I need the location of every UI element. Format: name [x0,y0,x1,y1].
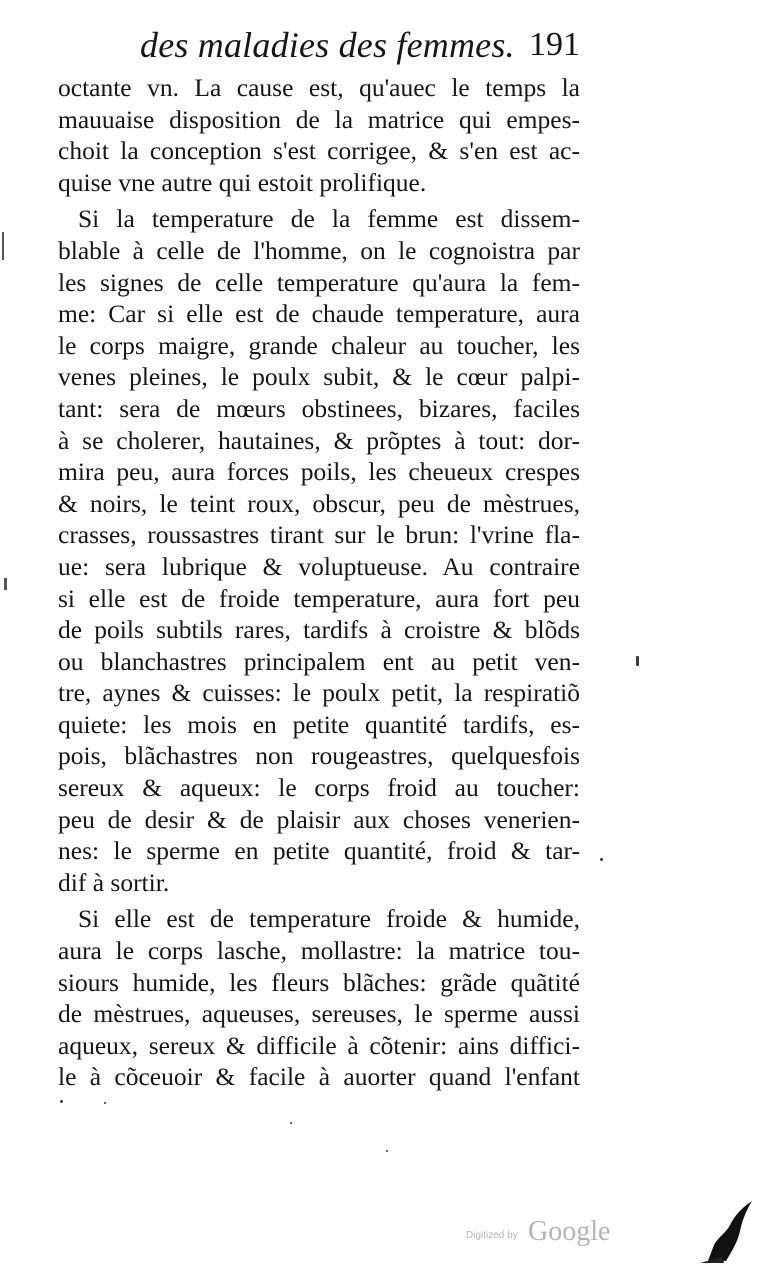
body-text [58,72,580,1093]
ink-speck [386,1150,388,1152]
text-line: ou blanchastres principalem ent au petit ven- [58,646,580,676]
text-line: choit la conception s'est corrigee, & s'en est ac- [58,136,580,166]
text-line: & noirs, le teint roux, obscur, peu de mèstrues, [58,488,580,518]
text-line: mauuaise disposition de la matrice qui empes- [58,104,580,134]
text-line: ue: sera lubrique & voluptueuse. Au contraire [58,551,580,581]
ink-blot-icon [700,1195,760,1265]
text-line: de mèstrues, aqueuses, sereuses, le sperme aussi [58,999,580,1029]
text-line: quiete: les mois en petite quantité tardifs, es- [58,709,580,739]
text-line: quise vne autre qui estoit prolifique. [58,167,427,197]
ink-speck [600,858,603,861]
ink-speck [636,656,639,666]
text-line: mira peu, aura forces poils, les cheueux crespes [58,457,580,487]
text-line: le corps maigre, grande chaleur au toucher, les [58,330,580,360]
left-edge-mark [4,578,7,590]
text-line: les signes de celle temperature qu'aura la fem- [58,267,580,297]
text-line: à se cholerer, hautaines, & prõptes à tout: dor- [58,425,580,455]
text-line: venes pleines, le poulx subit, & le cœur palpi- [58,362,580,392]
left-edge-mark [2,232,4,260]
text-line: pois, blãchastres non rougeastres, quelquesfois [58,741,580,771]
watermark-prefix: Digitized by [466,1230,518,1241]
text-line: me: Car si elle est de chaude temperature, aura [58,299,580,329]
text-line: siours humide, les fleurs blãches: grãde quãtité [58,967,580,997]
text-line: si elle est de froide temperature, aura fort peu [58,583,580,613]
text-line: Si elle est de temperature froide & humide, [78,904,580,934]
text-line: nes: le sperme en petite quantité, froid & tar- [58,836,580,866]
text-line: aura le corps lasche, mollastre: la matrice tou- [58,936,580,966]
page-header [140,22,580,68]
text-line: tant: sera de mœurs obstinees, bizares, faciles [58,393,580,423]
ink-speck [104,1102,106,1104]
watermark-logo: Google [528,1216,611,1247]
text-line: crasses, roussastres tirant sur le brun: l'vrine fla- [58,520,580,550]
text-line: dif à sortir. [58,867,170,897]
digitized-watermark [466,1216,626,1250]
text-line: octante vn. La cause est, qu'auec le temps la [58,73,580,102]
text-line: le à cõceuoir & facile à auorter quand l'enfant [58,1062,580,1092]
ink-speck [60,1100,63,1103]
running-title: des maladies des femmes. [140,25,515,65]
text-line: tre, aynes & cuisses: le poulx petit, la respiratiõ [58,678,580,708]
text-line: sereux & aqueux: le corps froid au toucher: [58,773,580,803]
text-line: Si la temperature de la femme est dissem- [78,204,580,234]
ink-speck [290,1122,292,1124]
text-line: peu de desir & de plaisir aux choses venerien- [58,804,580,834]
text-line: de poils subtils rares, tardifs à croistre & blõds [58,615,580,645]
text-line: aqueux, sereux & difficile à cõtenir: ains diffici- [58,1030,580,1060]
text-line: blable à celle de l'homme, on le cognoistra par [58,235,580,265]
page-number: 191 [529,26,580,63]
